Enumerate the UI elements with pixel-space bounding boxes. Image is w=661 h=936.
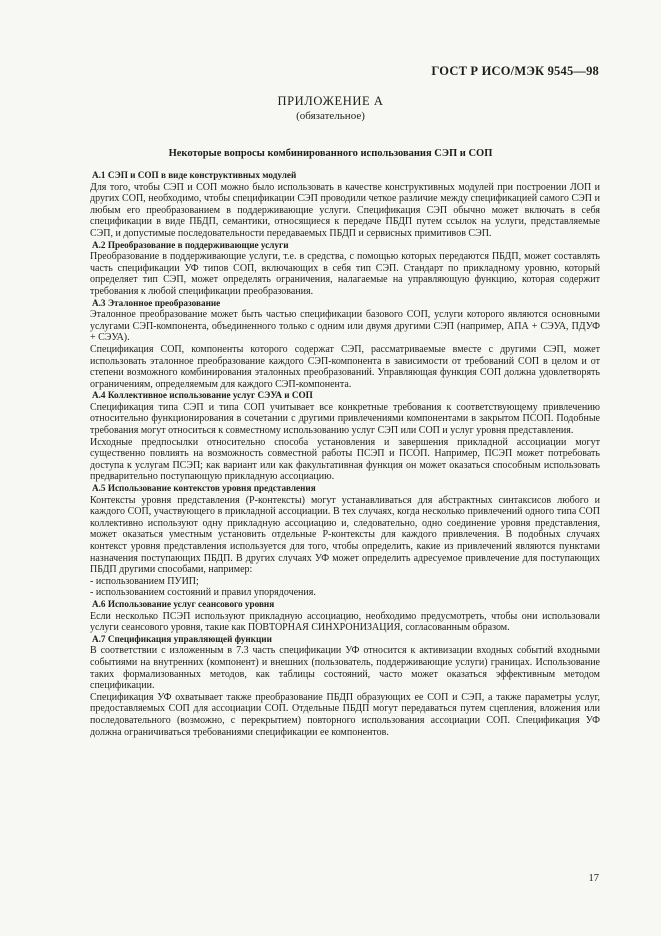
list-item: - использованием ПУИП; xyxy=(90,575,199,587)
section-heading: А.3 Эталонное преобразование xyxy=(92,297,221,308)
paragraph: Преобразование в поддерживающие услуги, т.е. в средства, с помощью которых передаются ПБДП, может составлять часть спецификации УФ типов СОП, включающих в себя тип СЭП. Стандарт по прикладному уровню, который определяет тип СЭП, может определять ограничения, налагаемые на управляющую функцию, которая содержит требования к любой спецификации преобразования. xyxy=(90,251,600,297)
annex-title: ПРИЛОЖЕНИЕ А xyxy=(277,94,384,108)
section-heading: А.6 Использование услуг сеансового уровня xyxy=(92,598,275,609)
document-title: Некоторые вопросы комбинированного использования СЭП и СОП xyxy=(168,148,493,159)
list-item: - использованием состояний и правил упорядочения. xyxy=(90,587,316,599)
annex-status: (обязательное) xyxy=(296,110,365,122)
section-heading: А.1 СЭП и СОП в виде конструктивных модулей xyxy=(92,170,297,180)
paragraph: Если несколько ПСЭП используют прикладную ассоциацию, необходимо предусмотреть, чтобы они использовали услуги сеансового уровня, такие как ПОВТОРНАЯ СИНХРОНИЗАЦИЯ, согласованным образом. xyxy=(90,610,600,634)
paragraph: Спецификация СОП, компоненты которого содержат СЭП, рассматриваемые вместе с другими СЭП, может использовать эталонное преобразование каждого СЭП-компонента в зависимости от требований СОП в целом и от степени возможного комбинирования эталонных преобразований. Управляющая функция СОП должна удовлетворять ограничениям, определяемым для каждого СЭП-компонента. xyxy=(90,343,600,390)
section-heading: А.4 Коллективное использование услуг СЭУА и СОП xyxy=(92,390,313,401)
document-body xyxy=(90,170,600,738)
standard-code: ГОСТ Р ИСО/МЭК 9545—98 xyxy=(431,64,599,78)
paragraph: Контексты уровня представления (Р-контексты) могут устанавливаться для абстрактных синтаксисов любого и каждого СОП, участвующего в прикладной ассоциации. В тех случаях, когда несколько привлечений одного типа СОП коллективно используют одну прикладную ассоциацию и, следовательно, одно соединение уровня представления, может оказаться уместным установить отдельные Р-контексты для каждого привлечения. В подобных случаях контекст уровня представления используется для того, чтобы определить, какие из привлечений являются пунктами назначения поступающих ПБДП. В других случаях УФ может определить адресуемое привлечение для поступающих ПБДП другими способами, например: xyxy=(90,494,600,576)
paragraph: В соответствии с изложенным в 7.3 часть спецификации УФ относится к активизации входных событий входными событиями на внутренних (компонент) и внешних (пользователь, поддерживающие услуги) границах. Использование таких формализованных методов, как таблицы состояний, часто может оказаться эффективным методом спецификации. xyxy=(90,645,600,692)
section-heading: А.7 Спецификация управляющей функции xyxy=(92,633,272,644)
paragraph: Спецификация типа СЭП и типа СОП учитывает все конкретные требования к соответствующему привлечению относительно функционирования в сочетании с другими привлечениями компонентами в закрытом ПСОП. Подобные требования могут относиться к совместному использованию услуг СЭП или СОП и услуг уровня представления. xyxy=(90,401,600,437)
section-heading: А.5 Использование контекстов уровня представления xyxy=(92,483,316,494)
paragraph: Исходные предпосылки относительно способа установления и завершения прикладной ассоциации могут существенно повлиять на возможность совместной работы ПСЭП и ПСОП. Например, ПСЭП может потребовать доступа к услугам ПСЭП; как вариант или как факультативная функция он может оказаться способным использовать предварительно поступающую прикладную ассоциацию. xyxy=(90,436,600,483)
page-number: 17 xyxy=(588,873,599,884)
section-heading: А.2 Преобразование в поддерживающие услуги xyxy=(92,239,289,250)
paragraph: Эталонное преобразование может быть частью спецификации базового СОП, услуги которого являются основными услугами СЭП-компонента, объединенного только с одним или двумя другими СЭП (например, АПА + СЭУА, ПДУФ + СЭУА). xyxy=(90,309,600,344)
paragraph: Спецификация УФ охватывает также преобразование ПБДП образующих ее СОП и СЭП, а также параметры услуг, предоставляемых СОП для ассоциации СОП. Отдельные ПБДП могут передаваться путем сцепления, вложения или последовательного (возможно, с перекрытием) повторного использования ассоциации СОП. Спецификация УФ должна ограничиваться требованиями спецификации ее компонентов. xyxy=(90,691,600,738)
paragraph: Для того, чтобы СЭП и СОП можно было использовать в качестве конструктивных модулей при построении ЛОП и других СОП, необходимо, чтобы спецификации СЭП проводили четкое различие между спецификацией самого СЭП и любым его преобразованием в поддерживающие услуги. Спецификация СЭП обычно может включать в себя спецификации в виде ПБДП, семантики, относящиеся к передаче ПБДП путем ссылок на услуги, представляемые СЭП, и допустимые последовательности передаваемых ПБДП и сервисных примитивов СЭП. xyxy=(90,181,600,239)
